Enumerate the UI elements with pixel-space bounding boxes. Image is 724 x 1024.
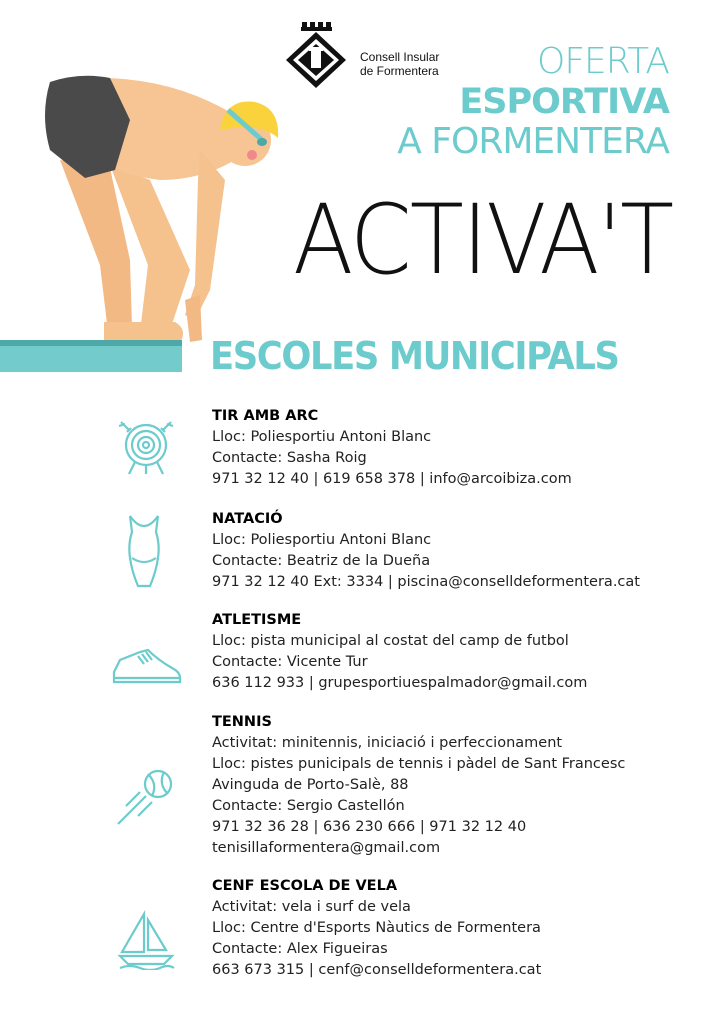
logo-line-1: Consell Insular [360,50,440,64]
running-shoe-icon [110,646,184,688]
school-contact: Contacte: Vicente Tur [212,654,368,670]
school-address: Avinguda de Porto-Salè, 88 [212,777,409,793]
school-phone-email: 971 32 12 40 Ext: 3334 | piscina@conselldeformentera.cat [212,574,640,590]
school-activity: Activitat: minitennis, iniciació i perfeccionament [212,735,563,751]
school-location: Lloc: Poliesportiu Antoni Blanc [212,429,432,445]
school-phone-email: 663 673 315 | cenf@conselldeformentera.cat [212,962,542,978]
school-location: Lloc: Poliesportiu Antoni Blanc [212,532,432,548]
school-activity: Activitat: vela i surf de vela [212,899,411,915]
archery-target-icon [115,418,177,476]
oferta-line-3: A FORMENTERA [397,121,669,162]
school-athletics [212,610,587,694]
tennis-ball-icon [112,768,176,830]
logo-line-2: de Formentera [360,64,439,78]
school-phone-email: 971 32 12 40 | 619 658 378 | info@arcoibiza.com [212,471,572,487]
shield-logo-icon [284,20,350,90]
diving-board-edge [0,340,182,346]
school-title: TENNIS [212,714,272,730]
oferta-line-1: OFERTA [536,41,669,82]
school-contact: Contacte: Sergio Castellón [212,798,405,814]
school-swimming [212,509,640,593]
school-title: NATACIÓ [212,511,283,527]
school-phone-email: 636 112 933 | grupesportiuespalmador@gmail.com [212,675,588,691]
school-contact: Contacte: Beatriz de la Dueña [212,553,431,569]
school-archery [212,406,572,490]
sailboat-icon [116,910,176,970]
school-title: TIR AMB ARC [212,408,319,424]
school-tennis [212,712,625,859]
school-location: Lloc: Centre d'Esports Nàutics de Formentera [212,920,541,936]
oferta-title [397,42,669,162]
school-contact: Contacte: Alex Figueiras [212,941,388,957]
school-title: CENF ESCOLA DE VELA [212,878,398,894]
swimsuit-icon [122,514,166,592]
slogan: ACTIVA'T [292,184,672,296]
school-phones: 971 32 36 28 | 636 230 666 | 971 32 12 40 [212,819,527,835]
school-sailing [212,876,541,981]
oferta-line-2: ESPORTIVA [459,82,669,122]
school-title: ATLETISME [212,612,302,628]
school-email: tenisillaformentera@gmail.com [212,840,441,856]
school-contact: Contacte: Sasha Roig [212,450,367,466]
section-heading: ESCOLES MUNICIPALS [210,334,619,378]
school-location: Lloc: pista municipal al costat del camp de futbol [212,633,569,649]
school-location: Lloc: pistes punicipals de tennis i pàdel de Sant Francesc [212,756,626,772]
swimmer-illustration [0,60,290,380]
